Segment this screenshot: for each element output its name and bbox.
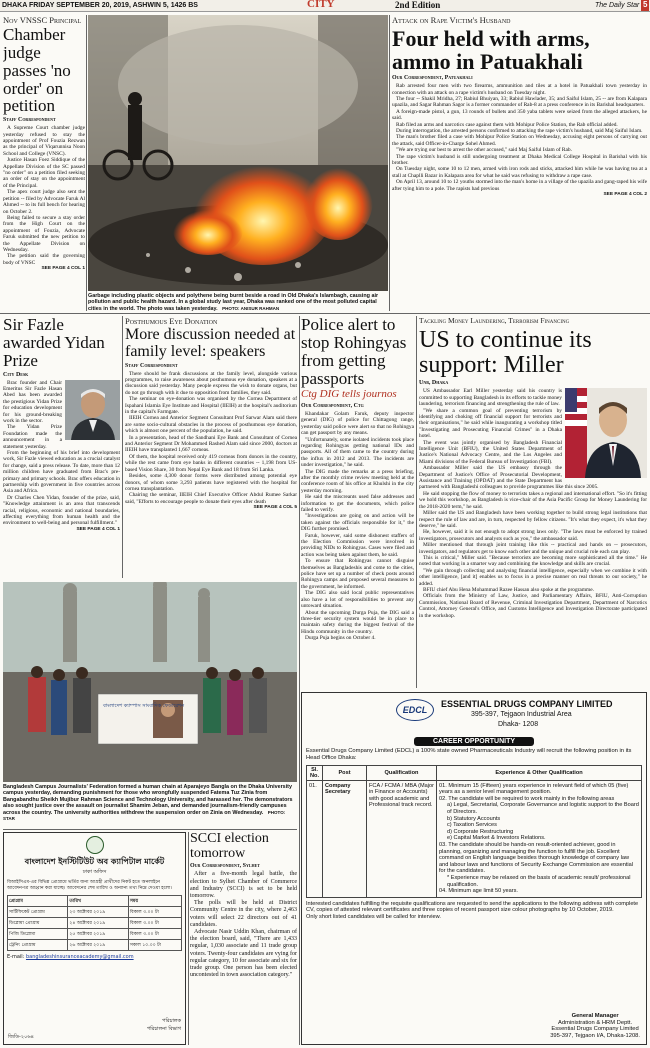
paragraph: Rab filed an arms and narcotics case against them with Mohipur Police Station, the Rab official added. xyxy=(396,121,618,128)
experience-item: * Experience may be relaxed on the basis of academic result/ professional qualification. xyxy=(447,874,631,888)
article-body xyxy=(190,871,297,979)
experience-item: 03. The candidate should be hands-on result-oriented achiever, good in planning, organizing and managing the function to fulfill the job. Excellent command on English language besides thorough knowledge of company law and labour laws and functions of Security Exchange Commission are essential for the candidates. xyxy=(439,841,634,875)
paragraph: There should be frank discussions at the family level, alongside various programmes, to raise awareness about posthumous eye donation, speakers at a discussion said yesterday. Many people express the wish to donate organs, but do not go through with it due to opposition from families, they said. xyxy=(125,370,297,396)
article-byline: Our Correspondent, Ctg xyxy=(301,402,364,409)
article-headline: SCCI election tomorrow xyxy=(190,832,269,861)
paragraph: A foreign-made pistol, a gun, 13 rounds of bullets and 350 yaba tablets were seized from the alleged attackers, he said. xyxy=(392,108,647,122)
company-city: Dhaka- 1208 xyxy=(498,721,539,728)
banner-text: বাংলাদেশ ক্যাম্পাস সাংবাদিক ফেডারেশন xyxy=(103,703,185,709)
paragraph: A Supreme Court chamber judge yesterday refused to stay the appointment of Prof Fouzia Rezwan as the principal of Viqarunnisa Noon School and College (VNSC). xyxy=(3,125,85,157)
ad-title: বাংলাদেশ ইনস্টিটিউট অব ক্যাপিটাল মার্কেট xyxy=(24,857,165,866)
table-cell: ২৪ অক্টোবর ২০১৯ xyxy=(68,918,128,929)
email-label: E-mail xyxy=(7,954,23,960)
table-cell: ডিপ্লোমা প্রোগ্রাম xyxy=(8,918,68,929)
vacancy-table xyxy=(306,765,642,898)
paragraph: Khandakar Golam Faruk, deputy inspector general (DIG) of police for Chittagong range, yesterday said police were alert so that no Rohingya can get passport by any means. xyxy=(301,410,414,437)
masthead: The Daily Star xyxy=(595,2,640,9)
photo-credit: PHOTO: STAR xyxy=(3,809,286,822)
paragraph: The event was jointly organised by Bangladesh Financial Intelligence Unit (BFIU), the United States Department of Justice's National Advocacy Centre, and the Los Angeles and Miami divisions of the Federal Bureau of Investigation (FBI). xyxy=(419,439,562,465)
paragraph: Miller said the US and Bangladesh have been working together to build strong legal institutions that respect the rule of law and are, in turn, respected by fellow citizens. "It's what they expect, it's what they deserve," he said. xyxy=(419,510,647,529)
paragraph: The DIG also said local public representatives also have a lot of responsibilities to prevent any untoward situation. xyxy=(301,590,414,610)
article-subhead: Ctg DIG tells journos xyxy=(301,388,397,401)
rohingya-passport-article xyxy=(301,316,414,686)
article-byline: Staff Correspondent xyxy=(3,117,56,124)
dateline: DHAKA FRIDAY SEPTEMBER 20, 2019, ASHWIN 5, 1426 BS xyxy=(2,2,198,9)
photo-credit: PHOTO: ANISUR RAHMAN xyxy=(222,305,280,311)
signatory-address: 395-397, Tejgaon I/A, Dhaka-1208. xyxy=(550,1033,640,1040)
table-cell: তারিখ xyxy=(68,896,128,907)
paragraph: Faruk, however, said some dishonest staffers of the Election Commission were involved in providing NIDs to Rohingyas. Cases were filed and action was being taken against them, he said. xyxy=(301,532,414,558)
article-byline: Our Correspondent, Patuakhali xyxy=(392,75,473,82)
horizontal-divider xyxy=(0,313,650,314)
paragraph: "Unfortunately, some isolated incidents took place regarding Rohingyas getting national IDs and passports. All of them came to the country during the influx in 2012 and 2013. The incidents are under investigation," he said. xyxy=(301,436,414,469)
continuation-ref[interactable]: SEE PAGE 4 COL 5 xyxy=(253,505,297,511)
article-kicker: Tackling Money Laundering, Terrorism Financing xyxy=(419,316,570,325)
experience-item: c) Taxation Services xyxy=(447,822,497,829)
table-row xyxy=(307,780,642,897)
article-kicker: Nov VNSSC Principal xyxy=(3,15,82,25)
portrait-image xyxy=(565,388,647,478)
paragraph: Chairing the seminar, IIEIH Chief Executive Officer Abdul Rumee Sarkar said, "Efforts to encourage people to donate their eyes after death xyxy=(125,492,297,505)
paragraph: Ambassador Miller said the US embassy through the Department of Justice's Office of Prosecutorial Development, Assistance and Training (OPDAT) and the State Department has partnered with Bangladeshi colleagues to provide programmes like this since 2005. xyxy=(419,465,599,491)
vnsc-article xyxy=(3,15,85,305)
article-headline: Sir Fazle awarded Yidan Prize xyxy=(3,316,105,370)
portrait-image xyxy=(65,380,120,440)
table-cell: বিকাল ৩.০০ টা xyxy=(128,918,181,929)
article-byline: Our Correspondent, Sylhet xyxy=(190,863,260,870)
paragraph: This is critical," Miller said. "Because terrorists are becoming more sophisticated all the time." He noted that working in a smarter way and combining the knowledge and skills are crucial. xyxy=(419,554,647,568)
sir-fazle-portrait xyxy=(65,380,120,440)
paragraph: He said stopping the flow of money to terrorists takes a regional and international effort. "So it's fitting we hold this workshop, as Bangladesh is vice-chair of the Asia Pacific Group for Money Laundering for the 2018-2020 term," he said. xyxy=(419,490,647,510)
page-number: 5 xyxy=(643,0,648,9)
money-laundering-article xyxy=(419,316,647,686)
serial-cell: 01. xyxy=(307,780,323,897)
paragraph: Rab arrested four men with two firearms, ammunition and tiles at a hotel in Patuakhali town yesterday in connection with an attack on a rape victim's husband on Tuesday night. xyxy=(392,83,647,96)
garbage-fire-image xyxy=(88,15,388,291)
article-body xyxy=(301,411,414,642)
experience-item: 04. Minimum age limit 50 years. xyxy=(439,888,518,895)
paragraph: The petition said the governing body of VNSC xyxy=(3,253,85,266)
paragraph: He said the miscreants used false addresses and information to get the documents, which police failed to verify. xyxy=(301,494,414,514)
table-cell: ২৬ অক্টোবর ২০১৯ xyxy=(68,940,128,951)
signature-block xyxy=(550,1013,640,1040)
ad-schedule-table xyxy=(7,895,182,951)
human-chain-image xyxy=(3,582,297,782)
yidan-prize-article xyxy=(3,316,120,611)
col-header: Post xyxy=(323,765,367,780)
experience-item: a) Legal, Secretarial, Corporate Governance and logistic support to the Board of Directors. xyxy=(447,802,639,815)
article-headline: Chamber judge passes 'no order' on petition xyxy=(3,25,71,116)
paragraph: On Tuesday night, some 10 to 12 men, armed with iron rods and sticks, attacked him while he was having tea at a stall at Chaplli Bazar in Kalapara area for what he said was refusing to withdraw a rape case. xyxy=(392,166,647,179)
paragraph: Dr Charles Chen Yidan, founder of the prize, said, "Knowledge attainment is an area that transcends racial, religious, economic and national boundaries, affecting everything from human health and the environment to well-being and personal fulfillment." xyxy=(3,494,120,527)
company-name: ESSENTIAL DRUGS COMPANY LIMITED xyxy=(441,699,613,709)
paragraph: The Yidan Prize Foundation made the announcement in a statement yesterday. xyxy=(3,424,62,450)
article-headline: Police alert to stop Rohingyas from getting passports xyxy=(301,316,407,388)
section-name: CITY xyxy=(307,0,335,10)
horizontal-divider xyxy=(3,829,297,830)
column-divider xyxy=(86,15,87,311)
table-cell: ২৫ অক্টোবর ২০১৯ xyxy=(68,929,128,940)
company-address: 395-397, Tejgaon Industrial Area xyxy=(471,711,572,718)
ad-email-line: E-mail: bangladeshinsuranceacademy@gmail.com xyxy=(7,954,134,960)
experience-item: e) Capital Market & Investors Relations. xyxy=(447,835,546,842)
paragraph: Justice Hasan Foez Siddique of the Appellate Division of the SC passed "no order" on a petition filed seeking an order of stay on the appointment of the Principal. xyxy=(3,157,85,189)
table-row xyxy=(8,907,182,918)
paragraph: "Investigations are going on and action will be taken against the officials responsible for it," the DIG further promised. xyxy=(301,513,414,533)
ad-signoff-dept: পরিচালনা বিভাগ xyxy=(146,1026,181,1032)
signatory-title: General Manager xyxy=(571,1012,619,1019)
paragraph: To ensure that Rohingyas cannot disguise themselves as Bangladeshis and come to the cities, police have set up a number of check posts around Rohingya camps and proposed several measures to the government, he informed. xyxy=(301,558,414,590)
career-banner: CAREER OPPORTUNITY xyxy=(414,737,534,746)
caption-text: Garbage including plastic objects and polythene being burnt beside a road in Old Dhaka's Islambagh, causing air pollution and public health hazard. In a global study last year, Dhaka was ranked one of the most polluted capital cities in the world. The photo was taken yesterday. xyxy=(88,293,379,312)
edition-label: 2nd Edition xyxy=(395,0,441,10)
column-divider xyxy=(299,316,300,1045)
paragraph: During interrogation, the arrested persons confirmed to attacking the rape victim's husband, said Maj Saiful Islam. xyxy=(396,128,643,135)
shortlist-note: Only short listed candidates will be called for interview. xyxy=(306,913,441,920)
application-instructions: Interested candidates fulfilling the requisite qualifications are requested to send the applications to the following address with complete CV, copies of attested relevant certificates and three copies of recent passport size colour photographs by 10 October, 2019. xyxy=(306,900,639,914)
paragraph: He, however, said it is not enough to adopt strong laws only. "The laws must be enforced by trained investigators, prosecutors and analysts such as you," the ambassador said. xyxy=(419,529,647,542)
article-byline: Unb, Dhaka xyxy=(419,380,449,387)
table-header-row xyxy=(8,896,182,907)
ad-subtitle: ঢাকা অফিস xyxy=(82,869,107,875)
bicm-advertisement xyxy=(3,832,186,1045)
continuation-ref[interactable]: SEE PAGE 4 COL 2 xyxy=(603,192,647,198)
article-headline: US to continue its support: Miller xyxy=(419,327,592,379)
paragraph: The DIG made the remarks at a press briefing, after the monthly crime review meeting held at the conference room of his office at Khulshi in the city yesterday morning. xyxy=(301,468,414,494)
ad-body: বিআইসিএম-এর বিভিন্ন প্রোগ্রামে ভর্তির জন্য আগ্রহী প্রার্থীদের নিকট হতে অনলাইনে আবেদনপত্র আহ্বান করা যাচ্ছে। আবেদনের শেষ তারিখ ও অন্যান্য তথ্য নিম্নে দেওয়া হলো। xyxy=(7,880,172,891)
column-divider xyxy=(416,316,417,688)
article-kicker: Posthumous Eye Donation xyxy=(125,316,218,326)
continuation-ref[interactable]: SEE PAGE 4 COL 1 xyxy=(41,266,85,272)
earl-miller-portrait xyxy=(565,388,647,478)
paragraph: Being failed to secure a stay order from the High Court on the appointment of Fouzia, Advocate Faruk submitted the new petition to the Appellate Division on Wednesday. xyxy=(3,214,85,253)
table-cell: সার্টিফিকেট প্রোগ্রাম xyxy=(8,907,68,918)
garbage-photo-caption xyxy=(88,293,388,315)
article-byline: City Desk xyxy=(3,371,29,378)
experience-cell xyxy=(437,780,642,897)
patuakhali-article xyxy=(392,15,647,311)
experience-item: b) Statutory Accounts xyxy=(447,815,501,822)
paragraph: In a presentation, head of the Sandhani Eye Bank and Consultant of Cornea and Anterior Segment Dr Mohammed Rashed Alam said since 2000, doctors at IIEIH have transplanted 1,667 corneas. xyxy=(125,434,297,454)
edcl-logo: EDCL xyxy=(396,699,434,721)
article-body xyxy=(392,83,647,192)
paragraph: "We share a common goal of preventing terrorism by identifying and choking off financial support for terrorists and their organisations," he said while inaugurating a workshop titled "Investigating and Prosecuting Financial Crimes" in a Dhaka hotel. xyxy=(419,407,562,440)
table-cell: ট্রেনিং প্রোগ্রাম xyxy=(8,940,68,951)
paragraph: Miller mentioned that through joint training like this -- practical and hands on -- prosecutors, investigators, and regulators get to know each other and the unique and crucial role each can play. xyxy=(419,542,647,555)
paragraph: The seminar on eye-donation was organised by the Cornea Department of Ispahani Islamia Eye Institute and Hospital (IIEIH) at the hospital's auditorium in the capital's Farmgate. xyxy=(125,396,297,416)
table-row xyxy=(8,929,182,940)
article-headline: Four held with arms, ammo in Patuakhali xyxy=(392,26,590,75)
eye-donation-article xyxy=(125,316,297,578)
article-body xyxy=(125,371,297,506)
paragraph: "We are trying our best to arrest the other accused," said Maj Saiful Islam of Rab. xyxy=(396,147,572,154)
ad-logo-icon xyxy=(86,836,104,854)
column-divider xyxy=(188,832,189,1045)
article-body xyxy=(3,125,85,266)
signatory-dept: Administration & HRM Deptt. xyxy=(558,1019,633,1026)
paragraph: Besides, some 4,300 donor forms were distributed among potential eye donors, of whom some 3,293 patients have registered with the hospital for cornea transplantation. xyxy=(125,473,297,492)
garbage-burning-photo xyxy=(88,15,388,291)
paragraph: About the upcoming Durga Puja, the DIG said a three-tier security system would be in place to maintain safety during the biggest festival of the Hindu community in the country. xyxy=(301,609,414,635)
paragraph: After a five-month legal battle, the election to Sylhet Chamber of Commerce and Industry (SCCI) is set to be held tomorrow. xyxy=(190,871,297,899)
ad-intro: Essential Drugs Company Limited (EDCL) a 100% state owned Pharmaceuticals Industry will recruit the following position in its Head Office Dhaka: xyxy=(306,748,632,761)
table-row xyxy=(8,940,182,951)
table-cell: পিজি ডিপ্লোমা xyxy=(8,929,68,940)
human-chain-photo xyxy=(3,582,297,782)
scci-election-article xyxy=(190,832,297,1045)
edcl-career-advertisement xyxy=(301,692,647,1045)
page-header-bar xyxy=(0,0,650,12)
col-header: Qualification xyxy=(367,765,437,780)
paragraph: Of them, the hospital received only 419 corneas from donors in the country, while the rest came from eye banks in different countries -- 1,198 from US-based Vision Share, 30 from Nepal Eye Bank and 18 from Sri Lanka. xyxy=(125,453,297,473)
paragraph: Durga Puja begins on October 4. xyxy=(305,635,376,642)
article-byline: Staff Correspondent xyxy=(125,362,178,369)
paragraph: The man's brother filed a case with Mohipur Police Station on Wednesday, accusing eight persons of carrying out the attack, said Officer-in-Charge Sohel Ahmed. xyxy=(392,134,647,147)
paragraph: The four -- Shakil Mridha, 27; Rabiul Bhuiyan, 33; Rabiul Hawlader, 35; and Saiful Islam, 25 -- are from Kalapara upazila, and Sagar Rahman Sagor is a former commander of Rab-8 at a press conference in its Barishal headquarters. xyxy=(392,96,647,109)
paragraph: The apex court judge also sent the petition -- filed by Advocate Faruk Al Ahmed -- to its full bench for hearing on October 2. xyxy=(3,189,85,215)
human-chain-caption xyxy=(3,784,297,826)
column-divider xyxy=(122,316,123,578)
continuation-ref[interactable]: SEE PAGE 4 COL 1 xyxy=(76,526,120,532)
table-cell: সকাল ১০.০০ টা xyxy=(128,940,181,951)
qualification-cell: FCA / FCMA / MBA (Major in Finance or Accounts) with good academic and Professional track record. xyxy=(367,780,437,897)
column-divider xyxy=(389,15,390,311)
table-cell: বিকাল ৩.০০ টা xyxy=(128,929,181,940)
signatory-company: Essential Drugs Company Limited xyxy=(551,1026,639,1033)
experience-item: d) Corporate Restructuring xyxy=(447,828,514,835)
paragraph: From the beginning of his brief into development work, Sir Fazle viewed education as a crucial catalyst for change, said a press release. To date, more than 12 million children have graduated from Brac's pre-primary and primary schools. Brac offers education in partnership with government in five countries across Asia and Africa. xyxy=(3,450,120,495)
article-headline: More discussion needed at family level: speakers xyxy=(125,326,296,360)
experience-item: 02. The candidate will be required to work mainly in the following areas xyxy=(439,795,615,802)
paragraph: Officials from the Ministry of Law, Justice, and Parliamentary Affairs, BFIU, Anti-Corruption Commission, National Board of Revenue, Criminal Investigation Department, Department of Narcotics Control, Attorney General's Office, and Customs Intelligence and Investigation Directorate participated in the workshop. xyxy=(419,593,647,619)
table-cell: ২৩ অক্টোবর ২০১৯ xyxy=(68,907,128,918)
ad-reference: জিডি-২০৬৪ xyxy=(8,1034,34,1040)
col-header: Sl. No. xyxy=(307,765,323,780)
article-kicker: Attack on Rape Victim's Husband xyxy=(392,15,511,25)
ad-signoff: পরিচালক xyxy=(162,1018,181,1024)
paragraph: BFIU chief Abu Hena Mohammad Razee Hassan also spoke at the programme. xyxy=(423,586,594,593)
col-header: Experience & Other Qualification xyxy=(437,765,642,780)
paragraph: IIEIH Cornea and Anterior Segment Consultant Prof Sarwar Alam said there are some socio-cultural obstacles in the process of posthumous eye donation, which is almost one percent of the population, he said. xyxy=(125,415,297,435)
table-cell: বিকাল ৩.০০ টা xyxy=(128,907,181,918)
paragraph: US Ambassador Earl Miller yesterday said his country is committed to supporting Bangladesh in its efforts to tackle money laundering, terrorism financing and strengthening the rule of law. xyxy=(419,388,562,408)
email-link[interactable]: bangladeshinsuranceacademy@gmail.com xyxy=(25,954,134,960)
paragraph: On April 13, around 10 to 12 youths stormed into the man's home in a village of the upazila and gang-raped his wife after tying him to a pole. The rapists had previous xyxy=(392,179,647,192)
caption-text: Bangladesh Campus Journalists' Federation formed a human chain at Aparajeyo Bangla on the Dhaka University campus yesterday, demanding punishment for those who wrongfully suspended Fatema Tuz Zinia from Bangabandhu Sheikh Mujibur Rahman Science and Technology University, and harassed her. The demonstrators also sought justice over the assault on journalist Shamim Jeban, and demanded journalism-friendly campuses across the country. The university authorities withdrew the suspension order on Zinia on Wednesday. xyxy=(3,784,293,816)
paragraph: Brac founder and Chair Emeritus Sir Fazle Hasan Abed has been awarded the prestigious Yidan Prize for education development for his ground-breaking work in the sector. xyxy=(3,379,62,424)
paragraph: "We gain through collecting and analysing financial intelligence, especially when we combine it with other intelligence, [and it] enables us to focus in a precise manner on real threats to our society," he added. xyxy=(419,567,647,587)
table-row xyxy=(8,918,182,929)
paragraph: The polls will be held at District Community Centre in the city, where 2,463 voters will select 22 directors out of 41 candidates. xyxy=(190,900,297,928)
table-cell: সময় xyxy=(128,896,181,907)
table-cell: প্রোগ্রাম xyxy=(8,896,68,907)
post-cell: Company Secretary xyxy=(323,780,367,897)
paragraph: The rape victim's husband is still undergoing treatment at Dhaka Medical College Hospital in Barishal with his brother. xyxy=(392,153,647,167)
experience-item: 01. Minimum 15 (Fifteen) years experience in relevant field of which 05 (five) years as a senior level management position. xyxy=(439,782,629,796)
paragraph: Advocate Nasir Uddin Khan, chairman of the election board, said, "There are 1,433 regular, 1,030 associate and 11 trade group voters. Twenty-four candidates are vying for regular category, 10 for associate and six for trade group. One person has been elected uncontested in town association category." xyxy=(190,929,297,979)
